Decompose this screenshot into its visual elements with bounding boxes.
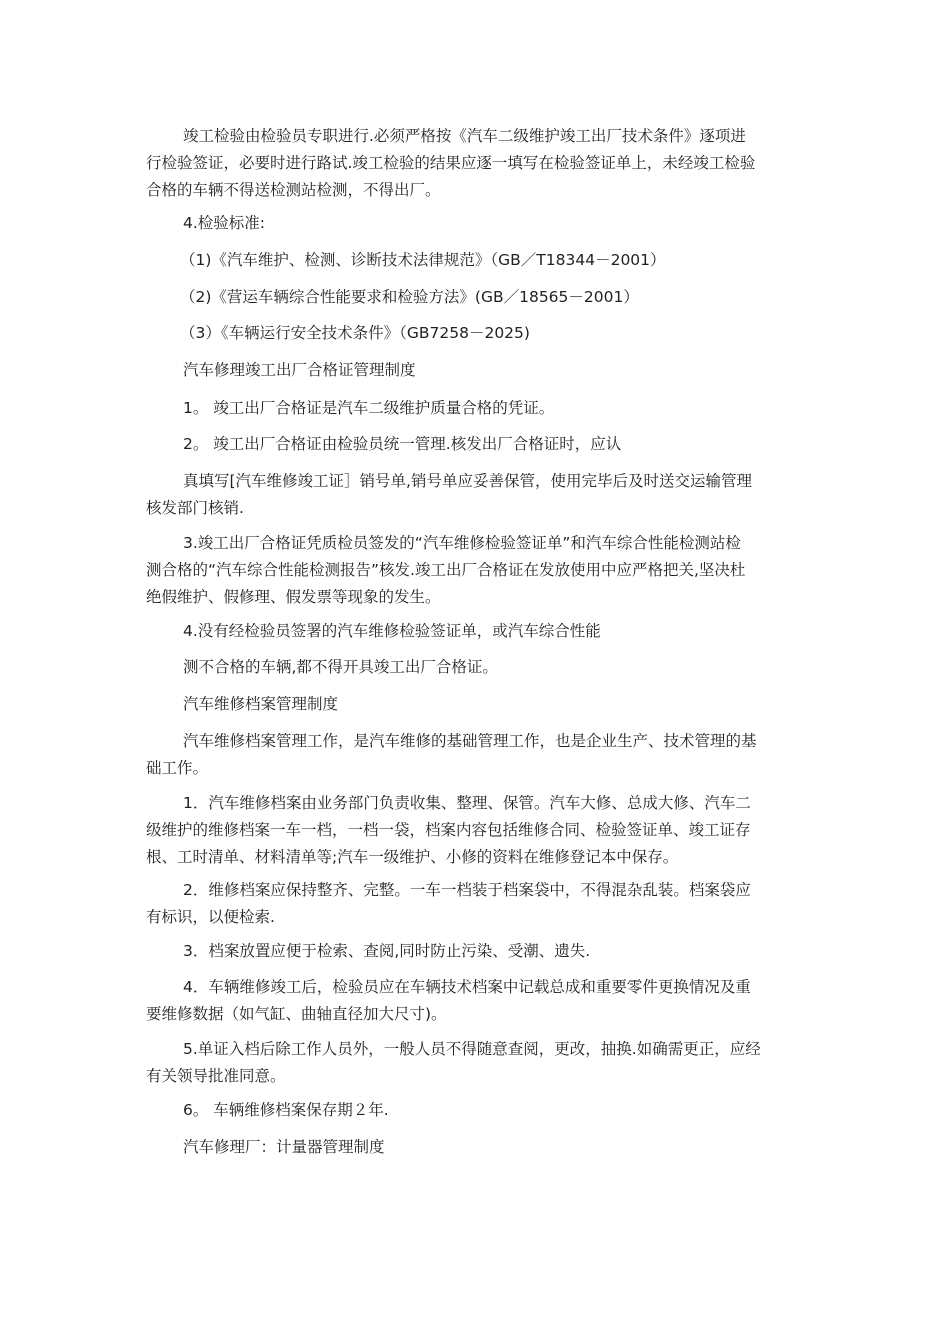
paragraph-archive-intro	[146, 729, 806, 781]
text-line: 汽车维修档案管理工作，是汽车维修的基础管理工作，也是企业生产、技术管理的基	[183, 732, 757, 750]
text-line: 有关领导批准同意。	[146, 1067, 286, 1085]
text-line: （1)《汽车维护、检测、诊断技术法律规范》（GB／T18344－2001）	[180, 251, 666, 269]
text-line: 2．维修档案应保持整齐、完整。一车一档装于档案袋中，不得混杂乱装。档案袋应	[183, 881, 751, 899]
text-line: 2。 竣工出厂合格证由检验员统一管理.核发出厂合格证时，应认	[183, 435, 622, 453]
paragraph-archive-2	[146, 878, 806, 930]
text-line: 测不合格的车辆,都不得开具竣工出厂合格证。	[183, 658, 498, 676]
text-line: （3）《车辆运行安全技术条件》（GB7258－2025)	[180, 324, 530, 342]
paragraph-archive-4	[146, 975, 806, 1027]
paragraph-certificate-4-continued	[183, 655, 843, 680]
text-line: 真填写[汽车维修竣工证］销号单,销号单应妥善保管，使用完毕后及时送交运输管理	[183, 472, 752, 490]
paragraph-inspection-standards-heading	[183, 211, 843, 236]
paragraph-certificate-1	[183, 396, 843, 421]
paragraph-archive-3	[183, 939, 843, 964]
text-line: 合格的车辆不得送检测站检测，不得出厂。	[146, 181, 441, 199]
text-line: 4．车辆维修竣工后，检验员应在车辆技术档案中记载总成和重要零件更换情况及重	[183, 978, 751, 996]
paragraph-certificate-3	[146, 531, 806, 610]
paragraph-archive-6	[183, 1098, 843, 1123]
paragraph-certificate-2-continued	[146, 469, 806, 521]
text-line: 础工作。	[146, 759, 209, 777]
text-line: 测合格的“汽车综合性能检测报告”核发.竣工出厂合格证在发放使用中应严格把关,坚决杜	[146, 561, 746, 579]
text-line: 行检验签证，必要时进行路试.竣工检验的结果应逐一填写在检验签证单上，未经竣工检验	[146, 154, 756, 172]
text-line: 核发部门核销.	[146, 499, 244, 517]
text-line: 5.单证入档后除工作人员外，一般人员不得随意查阅，更改，抽换.如确需更正，应经	[183, 1040, 761, 1058]
paragraph-standard-3	[180, 321, 840, 346]
text-line: （2)《营运车辆综合性能要求和检验方法》(GB／18565－2001）	[180, 288, 639, 306]
text-line: 汽车修理厂：计量器管理制度	[183, 1138, 385, 1156]
paragraph-archive-1	[146, 791, 806, 870]
text-line: 根、工时清单、材料清单等;汽车一级维护、小修的资料在维修登记本中保存。	[146, 848, 679, 866]
paragraph-standard-2	[180, 285, 840, 310]
text-line: 有标识，以便检索.	[146, 908, 275, 926]
paragraph-standard-1	[180, 248, 840, 273]
paragraph-archive-5	[146, 1037, 806, 1089]
text-line: 1。 竣工出厂合格证是汽车二级维护质量合格的凭证。	[183, 399, 555, 417]
text-line: 4.没有经检验员签署的汽车维修检验签证单，或汽车综合性能	[183, 622, 601, 640]
text-line: 3．档案放置应便于检索、查阅,同时防止污染、受潮、遗失.	[183, 942, 591, 960]
section-heading-archive	[183, 692, 843, 717]
text-line: 竣工检验由检验员专职进行.必须严格按《汽车二级维护竣工出厂技术条件》逐项进	[183, 127, 746, 145]
text-line: 1．汽车维修档案由业务部门负责收集、整理、保管。汽车大修、总成大修、汽车二	[183, 794, 751, 812]
text-line: 绝假维护、假修理、假发票等现象的发生。	[146, 588, 441, 606]
text-line: 汽车维修档案管理制度	[183, 695, 339, 713]
paragraph-certificate-2	[183, 432, 843, 457]
paragraph-certificate-4	[183, 619, 843, 644]
section-heading-measurement	[183, 1135, 843, 1160]
paragraph-completion-inspection	[146, 124, 806, 203]
text-line: 级维护的维修档案一车一档，一档一袋，档案内容包括维修合同、检验签证单、竣工证存	[146, 821, 751, 839]
section-heading-certificate	[183, 358, 843, 383]
text-line: 汽车修理竣工出厂合格证管理制度	[183, 361, 416, 379]
text-line: 6。 车辆维修档案保存期２年.	[183, 1101, 389, 1119]
text-line: 要维修数据（如气缸、曲轴直径加大尺寸)。	[146, 1005, 447, 1023]
text-line: 3.竣工出厂合格证凭质检员签发的“汽车维修检验签证单”和汽车综合性能检测站检	[183, 534, 741, 552]
text-line: 4.检验标准:	[183, 214, 266, 232]
